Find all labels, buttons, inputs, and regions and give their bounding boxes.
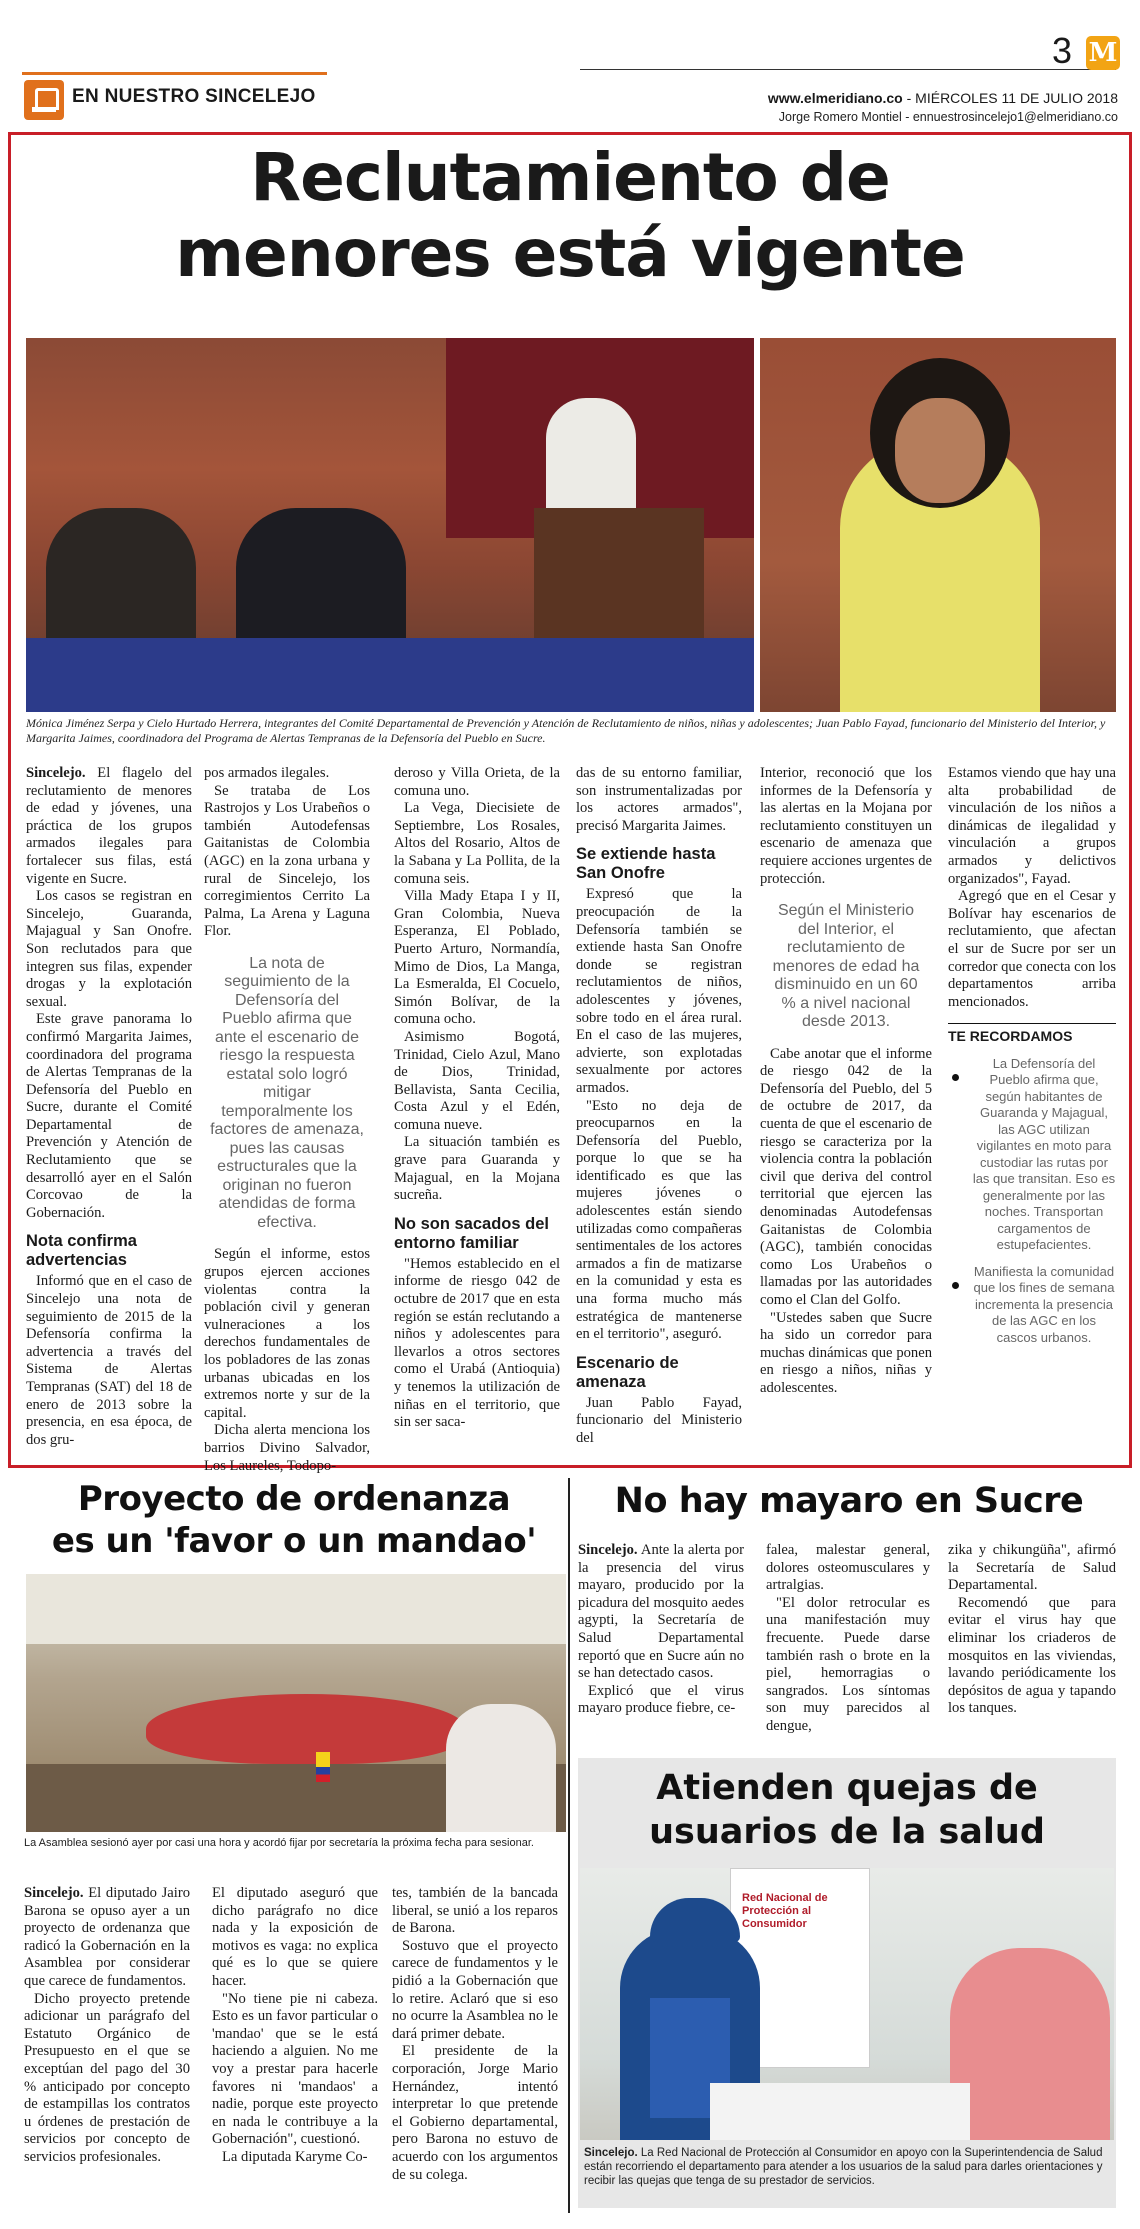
paragraph: tes, también de la bancada liberal, se unió a los reparos de Barona. bbox=[392, 1885, 558, 1937]
paragraph: Según el informe, estos grupos ejercen acciones violentas contra la población civil y generan vulneraciones a los derechos fundamentales de los pobladores de las zonas urbanas ubicadas en los extremos norte y sur de la capital. bbox=[204, 1246, 370, 1421]
paragraph: Sincelejo. El flagelo del reclutamiento de menores de edad y jóvenes, una práctica de los grupos armados ilegales para fortalecer sus filas, está vigente en Sucre. bbox=[26, 765, 192, 887]
column-divider bbox=[568, 1478, 570, 2213]
paragraph: Cabe anotar que el informe de riesgo 042 de la Defensoría del Pueblo, del 5 de octubre de 2017, da cuenta de que el escenario de riesgo se caracteriza por la violencia contra la población civil que deriva del control territorial que ejercen las denominadas Autodefensas Gaitanistas de Colombia (AGC), también conocidas como Los Urabeños o llamadas por las autoridades como el Clan del Golfo. bbox=[760, 1045, 932, 1308]
paragraph: El presidente de la corporación, Jorge Mario Hernández, intentó interpretar lo que pretende el Gobierno departamental, pero Barona no estuvo de acuerdo con los argumentos de su colega. bbox=[392, 2043, 558, 2183]
page-number: 3 bbox=[1052, 30, 1073, 71]
pull-quote: La nota de seguimiento de la Defensoría del Pueblo afirma que ante el escenario de riesgo la respuesta estatal solo logró mitigar temporalmente los factores de amenaza, pues las causas estructurales que la originan no fueron atendidas de forma efectiva. bbox=[210, 954, 364, 1231]
subheading: Escenario de amenaza bbox=[576, 1353, 679, 1391]
dateline bbox=[768, 90, 1118, 106]
ordenanza-photo-caption: La Asamblea sesionó ayer por casi una hora y acordó fijar por secretaría la próxima fecha para sesionar. bbox=[24, 1837, 534, 1849]
church-icon bbox=[24, 80, 64, 120]
paragraph: Dicha alerta menciona los barrios Divino Salvador, Los Laureles, Todopo- bbox=[204, 1422, 370, 1474]
bullet-icon bbox=[952, 1282, 959, 1289]
paragraph: Sincelejo. Ante la alerta por la presencia del virus mayaro, producido por la picadura del mosquito aedes agypti, la Secretaría de Salud Departamental reportó que en Sucre aún no se han detectado casos. bbox=[578, 1542, 744, 1682]
te-recordamos-heading: TE RECORDAMOS bbox=[948, 1023, 1116, 1046]
ordenanza-column-1 bbox=[24, 1885, 190, 2167]
paragraph: "El dolor retrocular es una manifestación muy frecuente. Puede darse también rash o brote en la piel, hemorragias o sangrados. Los síntomas son muy parecidos al dengue, bbox=[766, 1594, 930, 1734]
ordenanza-column-2 bbox=[212, 1885, 378, 2167]
paragraph: "Ustedes saben que Sucre ha sido un corredor para muchas dinámicas que ponen en riesgo a niños, niñas y adolescentes. bbox=[760, 1309, 932, 1396]
panelist-figure bbox=[236, 508, 406, 658]
paragraph: El diputado aseguró que dicho parágrafo no dice nada y la exposición de motivos es vaga: no explica qué es lo que se quiere hacer. bbox=[212, 1885, 378, 1989]
ordenanza-column-3 bbox=[392, 1885, 558, 2184]
paragraph: La diputada Karyme Co- bbox=[222, 2148, 368, 2165]
paragraph: Asimismo Bogotá, Trinidad, Cielo Azul, Mano de Dios, Trinidad, Bellavista, Santa Cecilia, Costa Azul y el Edén, comuna nueve. bbox=[394, 1028, 560, 1133]
paragraph: Villa Mady Etapa I y II, Gran Colombia, Nueva Esperanza, El Poblado, Puerto Arturo, Normandía, Mimo de Dios, La Manga, La Esmeralda, El Cocuelo, Simón Bolívar, de la comuna ocho. bbox=[394, 888, 560, 1028]
lead-column-1 bbox=[26, 765, 192, 1449]
reminder-item: La Defensoría del Pueblo afirma que, según habitantes de Guaranda y Majagual, las AGC utilizan vigilantes en moto para custodiar las rutas por las que transitan. Eso es generalmente por las noches. Transportan cargamentos de estupefacientes. bbox=[948, 1056, 1116, 1254]
paragraph: "Esto no deja de preocuparnos en la Defensoría del Pueblo, porque lo que se ha identificado es que las mujeres jóvenes o adolescentes están siendo utilizadas como compañeras sentimentales de los actores armados a fin de matizarse en la comunidad y esta es una forma mucho más estratégica de mantenerse en el territorio", aseguró. bbox=[576, 1097, 742, 1343]
bullet-icon bbox=[952, 1074, 959, 1081]
paragraph: Sostuvo que el proyecto carece de fundamentos y le pidió a la Gobernación que lo retire. Aclaró que si eso no ocurre la Asamblea no le dará primer debate. bbox=[392, 1937, 558, 2042]
paragraph: Explicó que el virus mayaro produce fiebre, ce- bbox=[578, 1682, 744, 1717]
cap bbox=[650, 1898, 740, 1942]
paragraph: Juan Pablo Fayad, funcionario del Ministerio del bbox=[576, 1394, 742, 1446]
subheading: Se extiende hasta San Onofre bbox=[576, 845, 716, 883]
desk bbox=[710, 2083, 970, 2140]
mayaro-headline: No hay mayaro en Sucre bbox=[614, 1481, 1084, 1521]
mayaro-column-1 bbox=[578, 1542, 744, 1718]
paragraph: Estamos viendo que hay una alta probabilidad de vinculación de los niños a dinámicas de ilegalidad y vinculación a grupos armados y delictivos organizados", Fayad. bbox=[948, 765, 1116, 887]
mayaro-column-2 bbox=[766, 1542, 930, 1736]
dateline-lead: Sincelejo. bbox=[26, 765, 86, 781]
ordenanza-headline: Proyecto de ordenanza es un 'favor o un mandao' bbox=[51, 1479, 537, 1561]
subheading: No son sacados del entorno familiar bbox=[394, 1214, 549, 1252]
paragraph: deroso y Villa Orieta, de la comuna uno. bbox=[394, 765, 560, 799]
lead-headline-line2: menores está vigente bbox=[175, 215, 965, 292]
paragraph: Dicho proyecto pretende adicionar un parágrafo del Estatuto Orgánico de Presupuesto en el que se exceptúan del pago del 30 % anticipado por concepto de estampillas los contratos u órdenes de prestación de servicios por concepto de servicios profesionales. bbox=[24, 1990, 190, 2165]
paragraph: Expresó que la preocupación de la Defensoría también se extiende hasta San Onofre donde se registran reclutamientos de niños, adolescentes y jóvenes, sobre todo en el área rural. En el caso de las mujeres, advierte, son explotadas sexualmente por actores armados. bbox=[576, 886, 742, 1096]
assembly-table bbox=[146, 1694, 466, 1764]
lead-column-5 bbox=[760, 765, 932, 1398]
lead-column-4 bbox=[576, 765, 742, 1448]
meridiano-logo: M bbox=[1086, 36, 1120, 70]
lead-headline bbox=[0, 140, 1140, 292]
paragraph: Se trataba de Los Rastrojos y Los Urabeños o también Autodefensas Gaitanistas de Colombia (AGC) en la zona urbana y rural de Sincelejo, los corregimientos Cerrito La Palma, La Arena y Laguna Flor. bbox=[204, 782, 370, 940]
quejas-photo-caption: Sincelejo. La Red Nacional de Protección al Consumidor en apoyo con la Superintendencia de Salud están recorriendo el departamento para atender a los usuarios de la salud para darles orientaciones y recibir las quejas que tenga de su prestador de servicios. bbox=[584, 2147, 1103, 2187]
issue-date: - MIÉRCOLES 11 DE JULIO 2018 bbox=[902, 90, 1118, 106]
website: www.elmeridiano.co bbox=[767, 90, 903, 106]
committee-photo bbox=[26, 338, 754, 712]
page-header bbox=[0, 0, 1140, 130]
bylines: Jorge Romero Montiel - ennuestrosincelejo1@elmeridiano.co bbox=[778, 110, 1118, 124]
lead-column-3 bbox=[394, 765, 560, 1432]
paragraph: Informó que en el caso de Sincelejo una nota de seguimiento de 2015 de la Defensoría confirma la advertencia a través del Sistema de Alertas Tempranas (SAT) del 18 de enero de 2013 sobre la presencia, en esa época, de dos gru- bbox=[26, 1273, 192, 1448]
asamblea-photo bbox=[26, 1574, 566, 1832]
paragraph: pos armados ilegales. bbox=[204, 765, 330, 781]
paragraph: "No tiene pie ni cabeza. Esto es un favor particular o 'mandao' que se le está haciendo a alguien. No me voy a prestar para hacerle favores ni 'mandaos' a nadie, porque este proyecto en nada le contribuye a la Gobernación", cuestionó. bbox=[212, 1990, 378, 2148]
paragraph: Sincelejo. El diputado Jairo Barona se opuso ayer a un proyecto de ordenanza que radicó la Gobernación en la Asamblea por considerar que carece de fundamentos. bbox=[24, 1885, 190, 1989]
paragraph: Agregó que en el Cesar y Bolívar hay escenarios de reclutamiento, que afectan el sur de Sucre por ser un corredor que conecta con los departamentos arriba mencionados. bbox=[948, 888, 1116, 1010]
reminder-item: Manifiesta la comunidad que los fines de semana incrementa la presencia de las AGC en los cascos urbanos. bbox=[948, 1264, 1116, 1347]
section-rule bbox=[22, 72, 327, 75]
ceiling bbox=[26, 1574, 566, 1644]
paragraph: "Hemos establecido en el informe de riesgo 042 de octubre de 2017 que en esta región se están reclutando a niños y adolescentes para llevarlos a otros sectores como el Urabá (Antioquia) y tenemos la utilización de niñas en el territorio, que sin ser saca- bbox=[394, 1255, 560, 1431]
paragraph: das de su entorno familiar, son instrumentalizadas por los actores armados", precisó Margarita Jaimes. bbox=[576, 765, 742, 834]
lead-column-6 bbox=[948, 765, 1116, 1346]
panelist-figure bbox=[46, 508, 196, 658]
header-rule bbox=[580, 69, 1116, 70]
pull-quote: Según el Ministerio del Interior, el reclutamiento de menores de edad ha disminuido en un 60 % a nivel nacional desde 2013. bbox=[772, 902, 920, 1031]
blue-table bbox=[26, 638, 754, 712]
paragraph: La situación también es grave para Guaranda y Majagual, en la Mojana sucreña. bbox=[394, 1134, 560, 1204]
user-figure bbox=[950, 1948, 1110, 2140]
section-name: EN NUESTRO SINCELEJO bbox=[72, 86, 316, 107]
lead-photo-caption: Mónica Jiménez Serpa y Cielo Hurtado Herrera, integrantes del Comité Departamental de Prevención y Atención de Reclutamiento de niños, niñas y adolescentes; Juan Pablo Fayad, funcionario del Ministerio del Interior, y Margarita Jaimes, coordinadora del Programa de Alertas Tempranas de la Defensoría del Pueblo en Sucre. bbox=[26, 716, 1106, 745]
subheading: Nota confirma advertencias bbox=[26, 1232, 137, 1270]
paragraph: Interior, reconoció que los informes de la Defensoría y las alertas en la Mojana por reclutamiento constituyen un escenario de amenaza que requiere acciones urgentes de protección. bbox=[760, 765, 932, 887]
paragraph: zika y chikungüña", afirmó la Secretaría de Salud Departamental. bbox=[948, 1542, 1116, 1594]
paragraph: Este grave panorama lo confirmó Margarita Jaimes, coordinadora del programa de Alertas Tempranas de la Defensoría del Pueblo en Sucre, durante el Comité Departamental de Prevención y Atención de Reclutamiento que se desarrolló ayer en el Salón Corcovao de la Gobernación. bbox=[26, 1011, 192, 1221]
speaker-face bbox=[895, 398, 985, 503]
flag-icon bbox=[316, 1752, 330, 1782]
banner-text: Red Nacional de Protección al Consumidor bbox=[742, 1892, 828, 1930]
attendee-figure bbox=[446, 1704, 556, 1832]
paragraph: Los casos se registran en Sincelejo, Guaranda, Majagual y San Onofre. Son reclutados para que integren sus filas, expender drogas y la explotación sexual. bbox=[26, 888, 192, 1010]
paragraph: falea, malestar general, dolores osteomusculares y artralgias. bbox=[766, 1542, 930, 1594]
lead-column-2 bbox=[204, 765, 370, 1475]
quejas-headline: Atienden quejas de usuarios de la salud bbox=[649, 1768, 1045, 1852]
quejas-photo bbox=[580, 1868, 1114, 2140]
jaimes-photo bbox=[760, 338, 1116, 712]
paragraph: Recomendó que para evitar el virus hay que eliminar los criaderos de mosquitos en las viviendas, lavando periódicamente los depósitos de agua y tapando los tanques. bbox=[948, 1594, 1116, 1717]
mayaro-column-3 bbox=[948, 1542, 1116, 1718]
paragraph: La Vega, Diecisiete de Septiembre, Los Rosales, Altos del Rosario, Altos de la Sabana y La Pollita, de la comuna seis. bbox=[394, 800, 560, 887]
lead-headline-line1: Reclutamiento de bbox=[250, 139, 890, 216]
